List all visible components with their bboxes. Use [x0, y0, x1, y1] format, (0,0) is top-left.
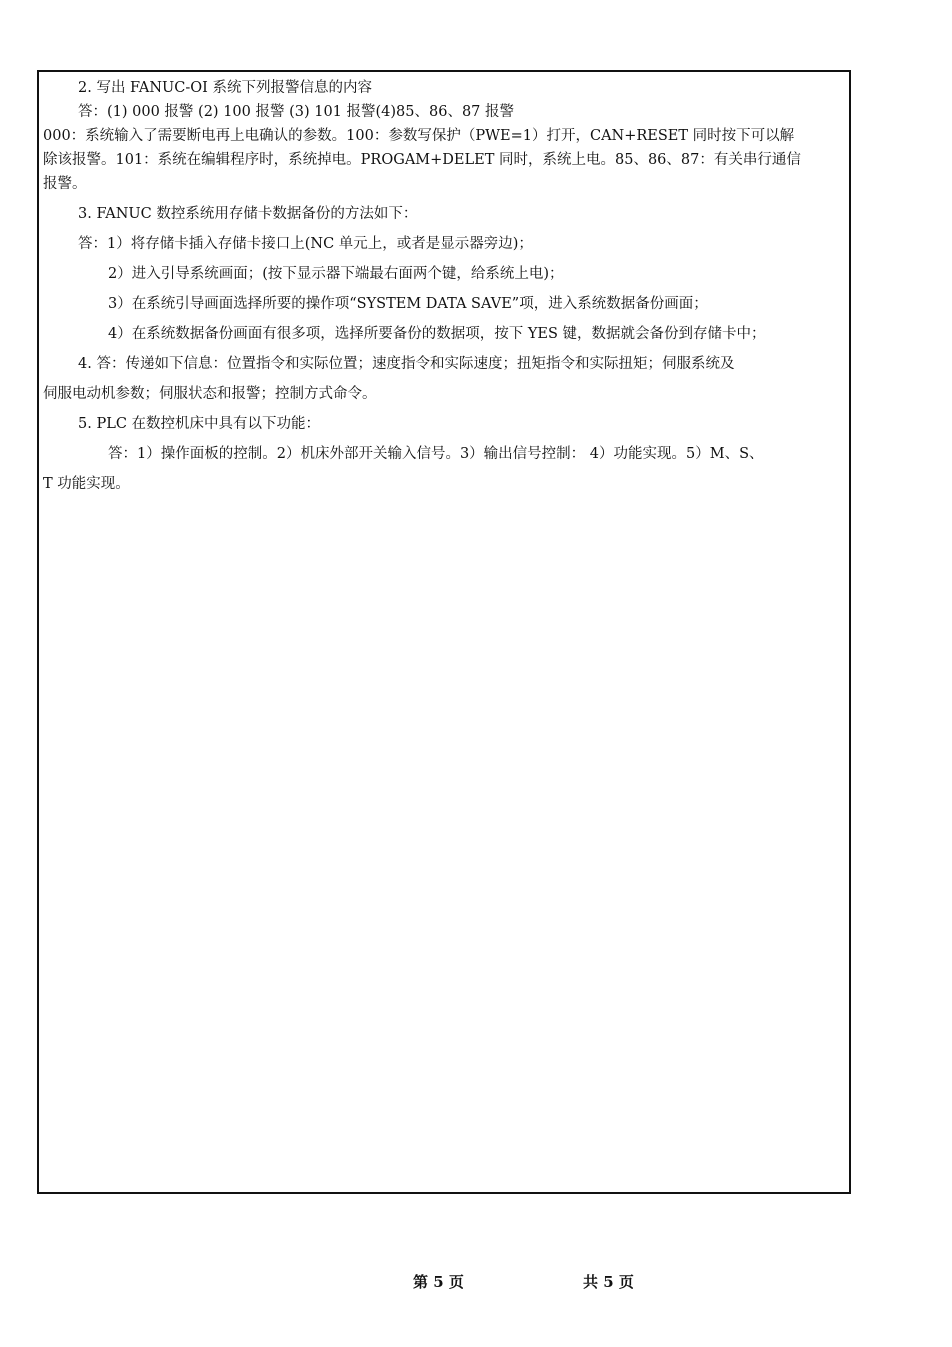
- page-number: 第 5 页: [413, 1273, 464, 1291]
- q3-title: 3. FANUC 数控系统用存储卡数据备份的方法如下：: [78, 206, 418, 222]
- q2-title: 2. 写出 FANUC-OI 系统下列报警信息的内容: [78, 80, 372, 96]
- q2-answer-line-1: 000：系统输入了需要断电再上电确认的参数。100：参数写保护（PWE=1）打开，CAN+RESET 同时按下可以解: [43, 128, 795, 144]
- q4-answer-line-1: 4. 答：传递如下信息：位置指令和实际位置；速度指令和实际速度；扭矩指令和实际扭矩；伺服系统及: [78, 356, 735, 372]
- q3-step-1: 答：1）将存储卡插入存储卡接口上(NC 单元上，或者是显示器旁边)；: [78, 236, 533, 252]
- answer-content: [43, 76, 851, 496]
- page-footer: [0, 1271, 952, 1295]
- q2-answer-line-3: 报警。: [43, 176, 87, 192]
- q2-answer-intro: 答：(1) 000 报警 (2) 100 报警 (3) 101 报警(4)85、86、87 报警: [78, 104, 515, 120]
- q3-step-4: 4）在系统数据备份画面有很多项，选择所要备份的数据项，按下 YES 键，数据就会备份到存储卡中；: [108, 326, 766, 342]
- q5-answer-line-1: 答：1）操作面板的控制。2）机床外部开关输入信号。3）输出信号控制： 4）功能实现。5）M、S、: [108, 446, 764, 462]
- q3-step-3: 3）在系统引导画面选择所要的操作项“SYSTEM DATA SAVE”项，进入系统数据备份画面；: [108, 296, 708, 312]
- page-total: 共 5 页: [583, 1273, 634, 1291]
- q5-title: 5. PLC 在数控机床中具有以下功能：: [78, 416, 321, 432]
- q3-step-2: 2）进入引导系统画面；(按下显示器下端最右面两个键，给系统上电)；: [108, 266, 564, 282]
- q4-answer-line-2: 伺服电动机参数；伺服状态和报警；控制方式命令。: [43, 386, 377, 402]
- q5-answer-line-2: T 功能实现。: [43, 476, 130, 492]
- q2-answer-line-2: 除该报警。101：系统在编辑程序时，系统掉电。PROGAM+DELET 同时，系统上电。85、86、87：有关串行通信: [43, 152, 801, 168]
